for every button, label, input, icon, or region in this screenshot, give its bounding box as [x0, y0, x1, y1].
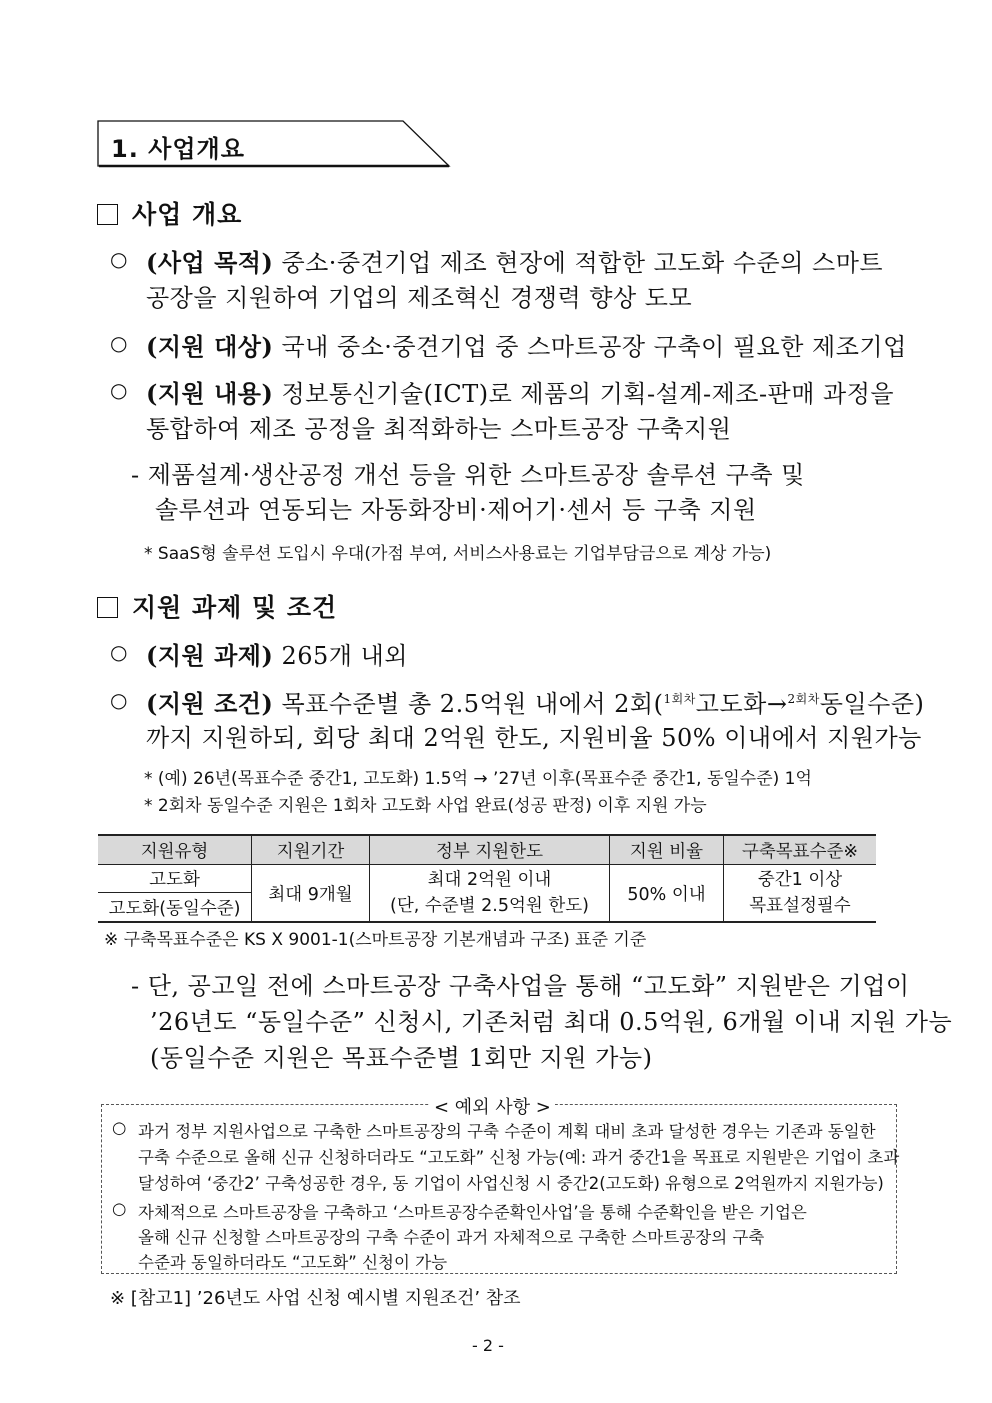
cell-ratio: 50% 이내 — [610, 865, 724, 923]
limit-line-2: (단, 수준별 2.5억원 한도) — [390, 896, 589, 916]
bullet-circle-icon: ○ — [110, 331, 128, 355]
target-line-1: 중간1 이상 — [757, 870, 843, 890]
dash1-line-1: - 제품설계·생산공정 개선 등을 위한 스마트공장 솔루션 구축 및 — [131, 461, 805, 489]
bullet-circle-icon: ○ — [110, 378, 128, 402]
th-period: 지원기간 — [252, 835, 370, 865]
cell-target — [724, 865, 877, 923]
conditions-heading: 지원 과제 및 조건 — [97, 588, 337, 624]
exception1-line-1: 과거 정부 지원사업으로 구축한 스마트공장의 구축 수준이 계획 대비 초과 달성한 경우는 기존과 동일한 — [138, 1122, 876, 1141]
th-target: 구축목표수준※ — [724, 835, 877, 865]
limit-line-1: 최대 2억원 이내 — [427, 870, 552, 890]
example-note: * (예) 26년(목표수준 중간1, 고도화) 1.5억 → ’27년 이후(목표수준 중간1, 동일수준) 1억 — [144, 769, 812, 789]
target-line-2: 목표설정필수 — [749, 896, 851, 916]
bullet-circle-icon: ○ — [110, 688, 128, 712]
cell-type-1: 고도화 — [98, 865, 252, 893]
exception2-line-1: 자체적으로 스마트공장을 구축하고 ‘스마트공장수준확인사업’을 통해 수준확인을 받은 기업은 — [138, 1203, 807, 1222]
cell-period: 최대 9개월 — [252, 865, 370, 923]
bullet-circle-icon: ○ — [112, 1118, 127, 1137]
th-limit: 정부 지원한도 — [370, 835, 610, 865]
saas-note: * SaaS형 솔루션 도입시 우대(가점 부여, 서비스사용료는 기업부담금으로 계상 가능) — [144, 544, 772, 564]
cell-limit — [370, 865, 610, 923]
dash2-line-3: (동일수준 지원은 목표수준별 1회만 지원 가능) — [150, 1044, 653, 1072]
dash2-line-1: - 단, 공고일 전에 스마트공장 구축사업을 통해 “고도화” 지원받은 기업이 — [131, 972, 910, 1000]
exceptions-title: < 예외 사항 > — [430, 1093, 555, 1119]
cond-line-1: (지원 조건) 목표수준별 총 2.5억원 내에서 2회($^{1회차}$고도화→$^{2회차}$동일수준) — [146, 689, 925, 718]
section-title-tab — [97, 120, 451, 168]
content-line-1: (지원 내용) 정보통신기술(ICT)로 제품의 기획-설계-제조-판매 과정을 — [146, 379, 895, 408]
bullet-circle-icon: ○ — [112, 1199, 127, 1218]
cond-line-2: 까지 지원하되, 회당 최대 2억원 한도, 지원비율 50% 이내에서 지원가능 — [146, 724, 922, 752]
exception1-line-2: 구축 수준으로 올해 신규 신청하더라도 “고도화” 신청 가능(예: 과거 중간1을 목표로 지원받은 기업이 초과 — [138, 1148, 900, 1167]
th-ratio: 지원 비율 — [610, 835, 724, 865]
page-number: - 2 - — [472, 1336, 504, 1355]
reference-note: ※ [참고1] ’26년도 사업 신청 예시별 지원조건’ 참조 — [110, 1288, 521, 1309]
dash1-line-2: 솔루션과 연동되는 자동화장비·제어기·센서 등 구축 지원 — [155, 496, 757, 524]
cell-type-2: 고도화(동일수준) — [98, 893, 252, 923]
table-footnote: ※ 구축목표수준은 KS X 9001-1(스마트공장 기본개념과 구조) 표준 기준 — [104, 930, 647, 950]
checkbox-square-icon — [97, 204, 118, 225]
th-type: 지원유형 — [98, 835, 252, 865]
task-line: (지원 과제) 265개 내외 — [146, 641, 408, 670]
exception2-line-2: 올해 신규 신청할 스마트공장의 구축 수준이 과거 자체적으로 구축한 스마트공장의 구축 — [138, 1228, 765, 1247]
support-table — [98, 834, 876, 923]
second-round-note: * 2회차 동일수준 지원은 1회차 고도화 사업 완료(성공 판정) 이후 지원 가능 — [144, 796, 707, 816]
exception1-line-3: 달성하여 ‘중간2’ 구축성공한 경우, 동 기업이 사업신청 시 중간2(고도화) 유형으로 2억원까지 지원가능) — [138, 1174, 884, 1193]
content-line-2: 통합하여 제조 공정을 최적화하는 스마트공장 구축지원 — [146, 415, 732, 443]
target-line: (지원 대상) 국내 중소·중견기업 중 스마트공장 구축이 필요한 제조기업 — [146, 332, 907, 361]
overview-heading: 사업 개요 — [97, 195, 242, 231]
bullet-circle-icon: ○ — [110, 247, 128, 271]
section-title: 1. 사업개요 — [111, 135, 245, 163]
dash2-line-2: ’26년도 “동일수준” 신청시, 기존처럼 최대 0.5억원, 6개월 이내 지원 가능 — [150, 1008, 953, 1036]
bullet-circle-icon: ○ — [110, 640, 128, 664]
exception2-line-3: 수준과 동일하더라도 “고도화” 신청이 가능 — [138, 1253, 448, 1272]
purpose-line-1: (사업 목적) 중소·중견기업 제조 현장에 적합한 고도화 수준의 스마트 — [146, 248, 884, 277]
checkbox-square-icon — [97, 597, 118, 618]
purpose-line-2: 공장을 지원하여 기업의 제조혁신 경쟁력 향상 도모 — [146, 284, 693, 312]
